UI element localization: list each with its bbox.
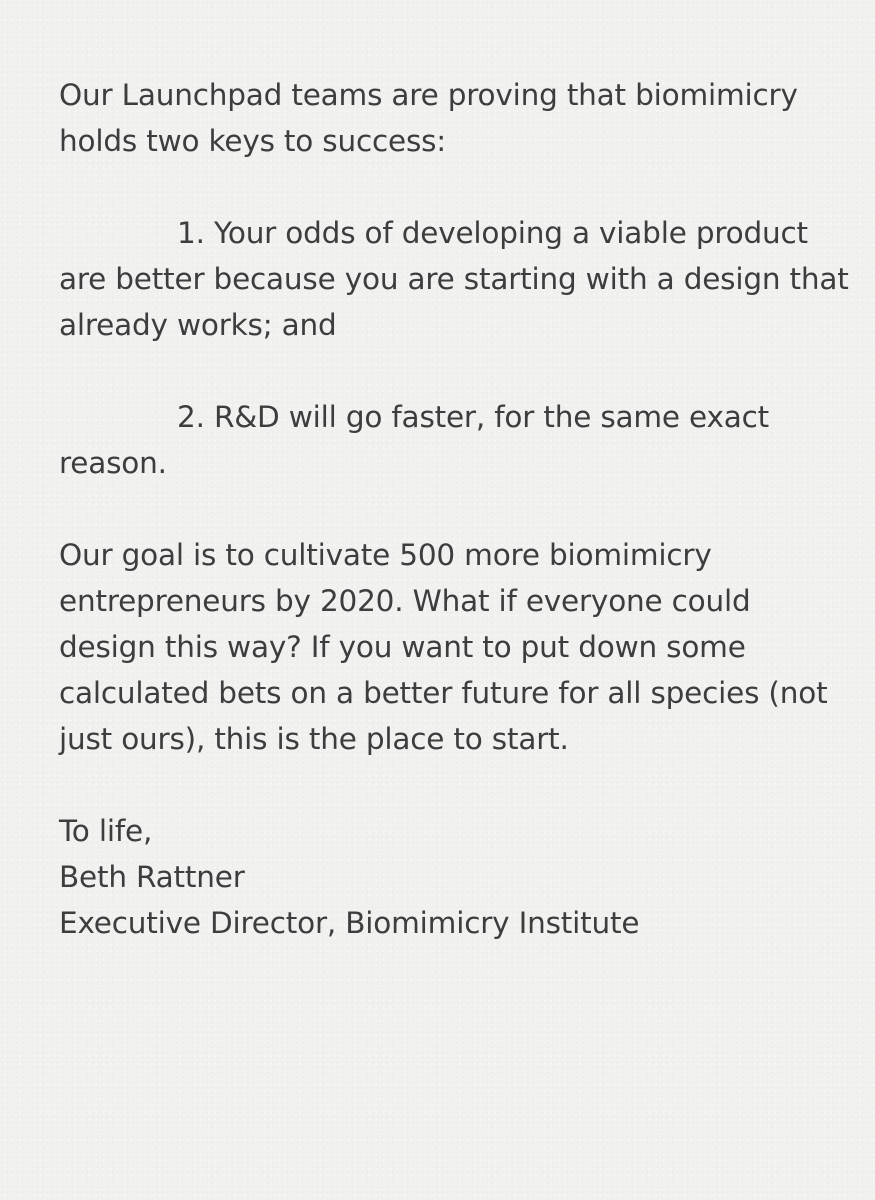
signature-block [59, 808, 849, 946]
signature-title: Executive Director, Biomimicry Institute [59, 906, 640, 940]
paragraph-gap [59, 762, 849, 808]
list-text-1: Your odds of developing a viable product are better because you are starting with a design that already works; and [59, 216, 849, 342]
signature-closing: To life, [59, 814, 153, 848]
list-text-2: R&D will go faster, for the same exact reason. [59, 400, 769, 480]
body-paragraph: Our goal is to cultivate 500 more biomimicry entrepreneurs by 2020. What if everyone could design this way? If you want to put down some calculated bets on a better future for all species (not just ours), this is the place to start. [59, 538, 828, 756]
paragraph-gap [59, 348, 849, 394]
list-number-1: 1. [177, 216, 205, 250]
signature-name: Beth Rattner [59, 860, 245, 894]
list-item-2 [59, 394, 849, 486]
list-number-2: 2. [177, 400, 205, 434]
paragraph-gap [59, 486, 849, 532]
note-document [59, 72, 849, 946]
paragraph-gap [59, 164, 849, 210]
list-item-1 [59, 210, 849, 348]
intro-paragraph: Our Launchpad teams are proving that biomimicry holds two keys to success: [59, 78, 798, 158]
